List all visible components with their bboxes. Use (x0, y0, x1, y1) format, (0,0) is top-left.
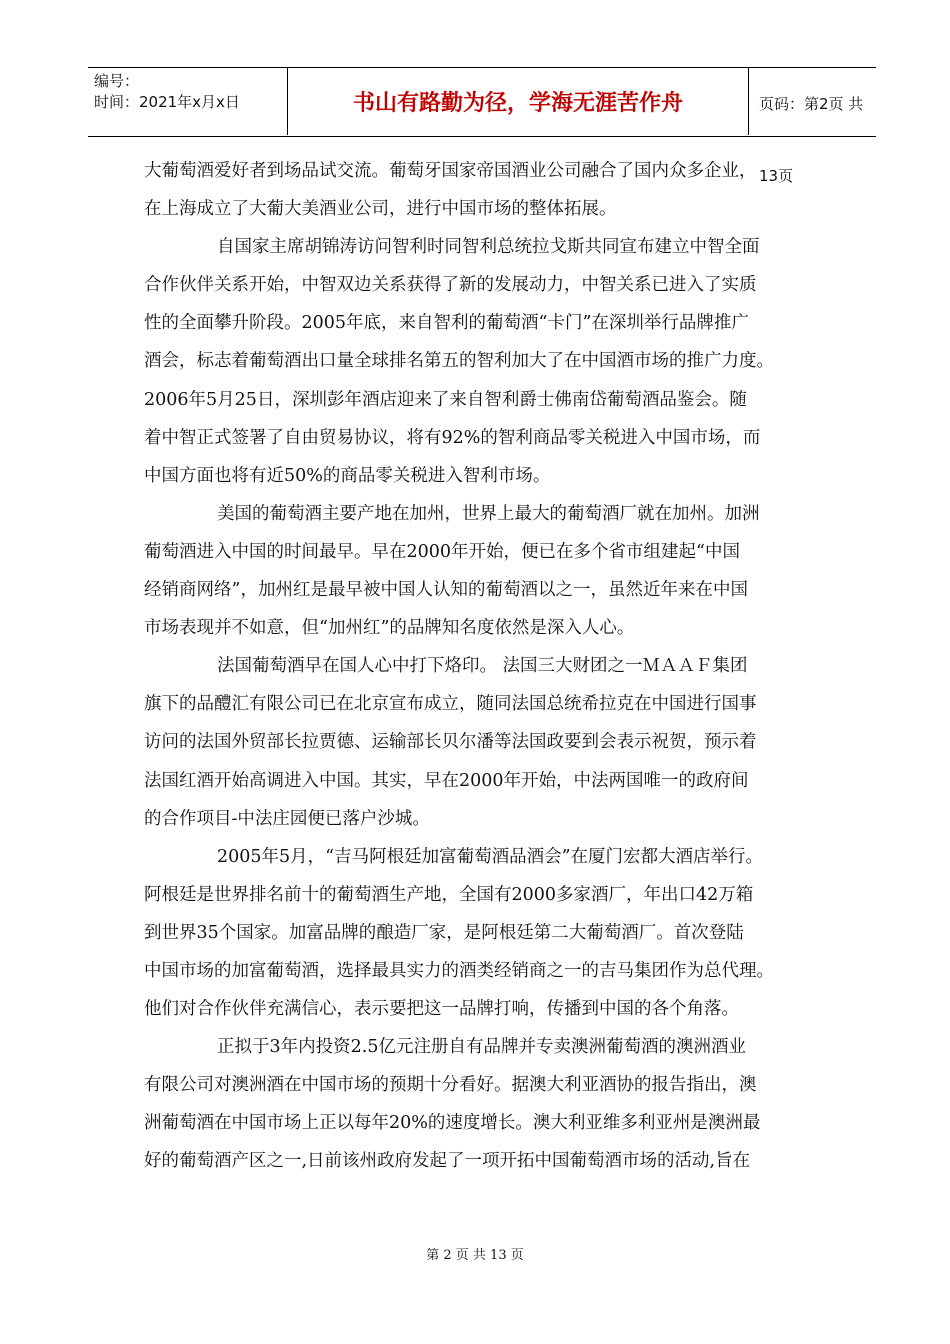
text-line: 酒会，标志着葡萄酒出口量全球排名第五的智利加大了在中国酒市场的推广力度。 (144, 351, 774, 372)
text-line: 美国的葡萄酒主要产地在加州，世界上最大的葡萄酒厂就在加州。加洲 (217, 503, 760, 524)
header-time: 时间：2021年x月x日 (94, 93, 240, 111)
text-line: 的合作项目-中法庄园便已落户沙城。 (144, 808, 430, 829)
header-page-info: 页码：第2页 共13页 (759, 95, 864, 185)
text-line: 他们对合作伙伴充满信心，表示要把这一品牌打响，传播到中国的各个角落。 (144, 999, 739, 1020)
text-line: 在上海成立了大葡大美酒业公司，进行中国市场的整体拓展。 (144, 199, 617, 220)
text-line: 法国红酒开始高调进入中国。其实，早在2000年开始，中法两国唯一的政府间 (144, 770, 749, 791)
text-line: 葡萄酒进入中国的时间最早。早在2000年开始，便已在多个省市组建起“中国 (144, 541, 740, 562)
text-line: 访问的法国外贸部长拉贾德、运输部长贝尔潘等法国政要到会表示祝贺，预示着 (144, 732, 757, 753)
header-number: 编号： (94, 72, 140, 90)
page-footer: 第 2 页 共 13 页 (426, 1248, 524, 1263)
header-motto: 书山有路勤为径，学海无涯苦作舟 (287, 68, 749, 135)
text-line: 合作伙伴关系开始，中智双边关系获得了新的发展动力，中智关系已进入了实质 (144, 275, 757, 296)
text-line: 2005年5月，“吉马阿根廷加富葡萄酒品酒会”在厦门宏都大酒店举行。 (217, 846, 764, 867)
text-line: 大葡萄酒爱好者到场品试交流。葡萄牙国家帝国酒业公司融合了国内众多企业， (144, 161, 757, 181)
text-line: 有限公司对澳洲酒在中国市场的预期十分看好。据澳大利亚酒协的报告指出，澳 (144, 1075, 757, 1096)
text-line: 着中智正式签署了自由贸易协议，将有92%的智利商品零关税进入中国市场，而 (144, 427, 761, 448)
text-line: 到世界35个国家。加富品牌的酿造厂家，是阿根廷第二大葡萄酒厂。首次登陆 (144, 922, 744, 943)
text-line: 自国家主席胡锦涛访问智利时同智利总统拉戈斯共同宣布建立中智全面 (217, 237, 760, 258)
text-line: 旗下的品醴汇有限公司已在北京宣布成立，随同法国总统希拉克在中国进行国事 (144, 694, 757, 715)
text-line: 性的全面攀升阶段。2005年底，来自智利的葡萄酒“卡门”在深圳举行品牌推广 (144, 313, 749, 334)
text-line: 正拟于3年内投资2.5亿元注册自有品牌并专卖澳洲葡萄酒的澳洲酒业 (217, 1037, 746, 1058)
text-line: 经销商网络”，加州红是最早被中国人认知的葡萄酒以之一，虽然近年来在中国 (144, 580, 748, 601)
document-body (144, 152, 830, 1181)
text-line: 好的葡萄酒产区之一,日前该州政府发起了一项开拓中国葡萄酒市场的活动,旨在 (144, 1151, 751, 1172)
text-line: 市场表现并不如意，但“加州红”的品牌知名度依然是深入人心。 (144, 618, 635, 639)
text-line: 法国葡萄酒早在国人心中打下烙印。 法国三大财团之一ＭＡＡＦ集团 (217, 656, 748, 677)
header-meta (88, 68, 287, 135)
text-line: 中国市场的加富葡萄酒，选择最具实力的酒类经销商之一的吉马集团作为总代理。 (144, 960, 774, 981)
text-line: 阿根廷是世界排名前十的葡萄酒生产地，全国有2000多家酒厂，年出口42万箱 (144, 884, 754, 905)
text-line: 2006年5月25日，深圳彭年酒店迎来了来自智利爵士佛南岱葡萄酒品鉴会。随 (144, 389, 747, 410)
text-line: 中国方面也将有近50%的商品零关税进入智利市场。 (144, 465, 551, 486)
text-line: 洲葡萄酒在中国市场上正以每年20%的速度增长。澳大利亚维多利亚州是澳洲最 (144, 1113, 761, 1134)
